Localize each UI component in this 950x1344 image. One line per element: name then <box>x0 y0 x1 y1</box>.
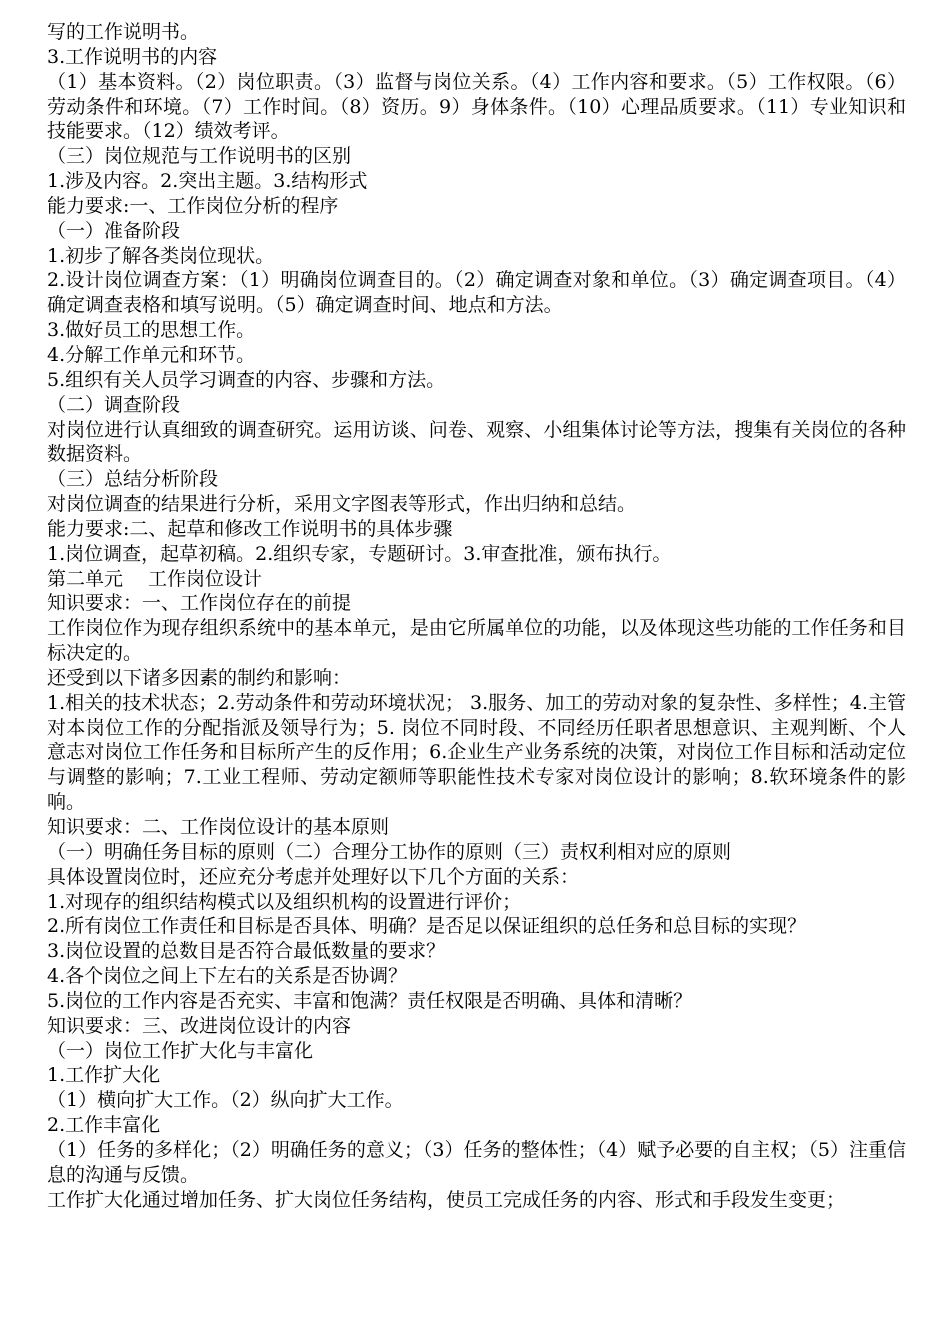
paragraph: （1）横向扩大工作。（2）纵向扩大工作。 <box>47 1089 404 1112</box>
paragraph: （三）总结分析阶段 <box>47 468 219 491</box>
paragraph: 能力要求:一、工作岗位分析的程序 <box>47 194 339 217</box>
paragraph: （一）岗位工作扩大化与丰富化 <box>47 1039 314 1062</box>
paragraph: （一）准备阶段 <box>47 219 181 242</box>
paragraph: （二）调查阶段 <box>47 393 181 416</box>
paragraph: 对岗位进行认真细致的调查研究。运用访谈、问卷、观察、小组集体讨论等方法，搜集有关岗位的各种数据资料。 <box>47 418 906 466</box>
paragraph: 1.岗位调查，起草初稿。2.组织专家，专题研讨。3.审查批准，颁布执行。 <box>47 542 672 565</box>
paragraph: （1）基本资料。（2）岗位职责。（3）监督与岗位关系。（4）工作内容和要求。（5）工作权限。（6）劳动条件和环境。（7）工作时间。（8）资历。9）身体条件。（10）心理品质要求。（11）专业知识和技能要求。（12）绩效考评。 <box>47 70 906 143</box>
paragraph: 1.工作扩大化 <box>47 1064 161 1087</box>
paragraph: 1.初步了解各类岗位现状。 <box>47 244 275 267</box>
paragraph: 知识要求：三、改进岗位设计的内容 <box>47 1014 352 1037</box>
paragraph: 知识要求：一、工作岗位存在的前提 <box>47 592 352 615</box>
paragraph: 4.各个岗位之间上下左右的关系是否协调？ <box>47 965 408 988</box>
paragraph: （1）任务的多样化；（2）明确任务的意义；（3）任务的整体性；（4）赋予必要的自主权；（5）注重信息的沟通与反馈。 <box>47 1138 906 1186</box>
paragraph: 工作扩大化通过增加任务、扩大岗位任务结构，使员工完成任务的内容、形式和手段发生变更； <box>47 1188 846 1211</box>
document-body <box>47 20 906 1213</box>
paragraph: 工作岗位作为现存组织系统中的基本单元，是由它所属单位的功能，以及体现这些功能的工作任务和目标决定的。 <box>47 617 906 665</box>
paragraph: 1.涉及内容。2.突出主题。3.结构形式 <box>47 170 368 193</box>
paragraph: 5.岗位的工作内容是否充实、丰富和饱满？责任权限是否明确、具体和清晰？ <box>47 989 693 1012</box>
paragraph: 2.设计岗位调查方案：（1）明确岗位调查目的。（2）确定调查对象和单位。（3）确定调查项目。（4）确定调查表格和填写说明。（5）确定调查时间、地点和方法。 <box>47 269 906 317</box>
paragraph: 3.做好员工的思想工作。 <box>47 319 256 342</box>
paragraph: 2.所有岗位工作责任和目标是否具体、明确？是否足以保证组织的总任务和总目标的实现？ <box>47 915 807 938</box>
paragraph: 第二单元 工作岗位设计 <box>47 567 263 590</box>
paragraph: 能力要求:二、起草和修改工作说明书的具体步骤 <box>47 517 453 540</box>
paragraph: 4.分解工作单元和环节。 <box>47 343 256 366</box>
paragraph: 具体设置岗位时，还应充分考虑并处理好以下几个方面的关系： <box>47 865 580 888</box>
paragraph: 2.工作丰富化 <box>47 1114 161 1137</box>
paragraph: 知识要求：二、工作岗位设计的基本原则 <box>47 816 390 838</box>
paragraph: 还受到以下诸多因素的制约和影响： <box>47 666 352 689</box>
paragraph: 对岗位调查的结果进行分析，采用文字图表等形式，作出归纳和总结。 <box>47 493 637 516</box>
paragraph: 5.组织有关人员学习调查的内容、步骤和方法。 <box>47 368 446 391</box>
paragraph: 1.对现存的组织结构模式以及组织机构的设置进行评价； <box>47 890 522 913</box>
paragraph: 3.工作说明书的内容 <box>47 45 218 68</box>
paragraph: （一）明确任务目标的原则（二）合理分工协作的原则（三）责权利相对应的原则 <box>47 840 732 863</box>
paragraph: （三）岗位规范与工作说明书的区别 <box>47 145 352 168</box>
paragraph: 3.岗位设置的总数目是否符合最低数量的要求？ <box>47 940 446 963</box>
paragraph: 1.相关的技术状态；2.劳动条件和劳动环境状况； 3.服务、加工的劳动对象的复杂性、多样性；4.主管对本岗位工作的分配指派及领导行为；5. 岗位不同时段、不同经历任职者思想意识、主观判断、个人意志对岗位工作任务和目标所产生的反作用；6.企业生产业务系统的决策，对岗位工作目标和活动定位与调整的影响；7.工业工程师、劳动定额师等职能性技术专家对岗位设计的影响；8.软环境条件的影响。 <box>47 691 906 814</box>
paragraph: 写的工作说明书。 <box>47 21 200 43</box>
